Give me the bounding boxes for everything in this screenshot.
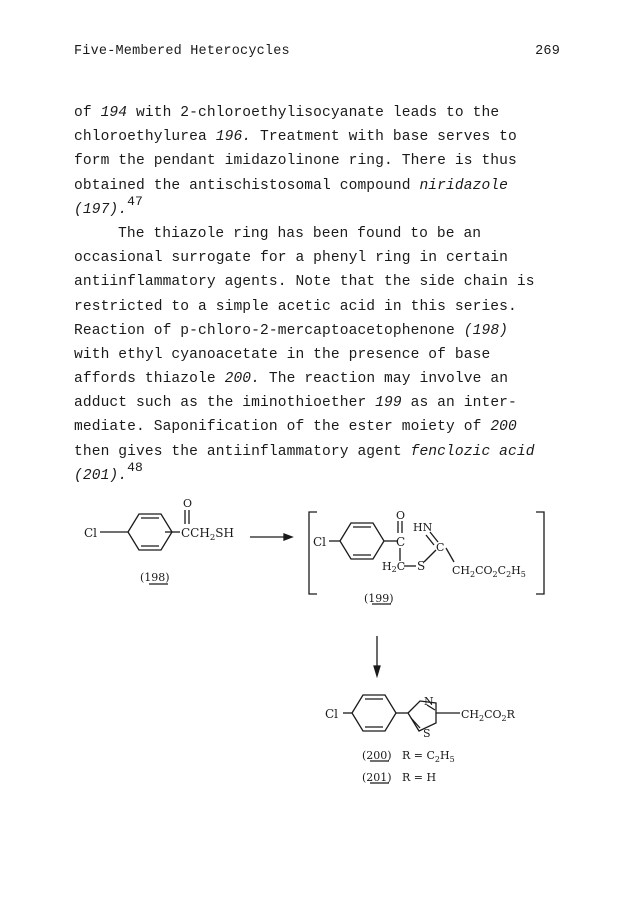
footnote-ref: 47 [127, 193, 143, 209]
r-group-200: $R = C_2H_5$ [402, 749, 455, 764]
text-line: adduct such as the iminothioether 199 as an inter- [74, 395, 517, 412]
chlorine-atom: Cl [84, 526, 98, 540]
text-line: chloroethylurea 196. Treatment with base serves to [74, 129, 517, 146]
text-line: obtained the antischistosomal compound niridazole [74, 177, 509, 194]
nitrogen-atom: N [424, 695, 434, 708]
text-line: Reaction of p-chloro-2-mercaptoacetophenone (198) [74, 322, 509, 339]
acid-chain: $CH_2CO_2R$ [461, 708, 515, 723]
compound-ref: (197). [74, 201, 128, 218]
imine-group: HN [413, 521, 433, 534]
carbon-atom: C [436, 541, 445, 554]
footnote-ref: 48 [127, 459, 143, 475]
reaction-arrow [250, 534, 292, 540]
running-title: Five-Membered Heterocycles [74, 44, 290, 59]
text-line: restricted to a simple acetic acid in this series. [74, 298, 517, 315]
compound-label-200: (200) [362, 749, 392, 762]
compound-label-201: (201) [362, 771, 392, 784]
sulfur-atom: S [417, 559, 426, 573]
text-line: mediate. Saponification of the ester moiety of 200 [74, 419, 517, 436]
compound-ref: 194 [100, 105, 128, 121]
ester-chain: $CH_2CO_2C_2H_5$ [452, 564, 526, 579]
side-chain: $CCH_2SH$ [181, 526, 234, 543]
sulfur-atom: S [423, 727, 431, 740]
text-line: form the pendant imidazolinone ring. There is thus [74, 153, 517, 170]
compound-200-structure [343, 695, 460, 731]
chlorine-atom: Cl [313, 535, 327, 549]
page-number: 269 [535, 44, 560, 59]
r-group-201: R = H [402, 771, 437, 784]
drug-name: niridazole [419, 177, 509, 194]
compound-198-structure [100, 510, 189, 550]
compound-ref: 200. [224, 371, 261, 388]
methylene-group: H2C [382, 560, 406, 574]
oxygen-atom: O [396, 509, 406, 522]
compound-ref: 199 [375, 395, 402, 412]
carbon-atom: C [396, 535, 406, 549]
compound-ref: 196. [215, 129, 252, 146]
drug-name: fenclozic acid [410, 443, 535, 460]
compound-ref: (198) [463, 322, 509, 339]
text-line: of 194 with 2-chloroethylisocyanate leads to the [74, 105, 500, 121]
compound-label-199: (199) [364, 592, 394, 605]
chlorine-atom: Cl [325, 707, 339, 721]
reaction-arrow [374, 636, 380, 676]
oxygen-atom: O [183, 497, 193, 510]
text-line: occasional surrogate for a phenyl ring in certain [74, 250, 509, 267]
compound-ref: 200 [490, 419, 517, 436]
text-line: with ethyl cyanoacetate in the presence of base [74, 346, 491, 363]
text-line: affords thiazole 200. The reaction may involve an [74, 371, 509, 388]
compound-label-198: (198) [140, 571, 170, 584]
compound-ref: (201). [74, 467, 128, 484]
text-line: The thiazole ring has been found to be an [118, 225, 482, 242]
text-line: then gives the antiinflammatory agent fenclozic acid [74, 443, 535, 460]
text-line: antiinflammatory agents. Note that the side chain is [74, 274, 535, 291]
